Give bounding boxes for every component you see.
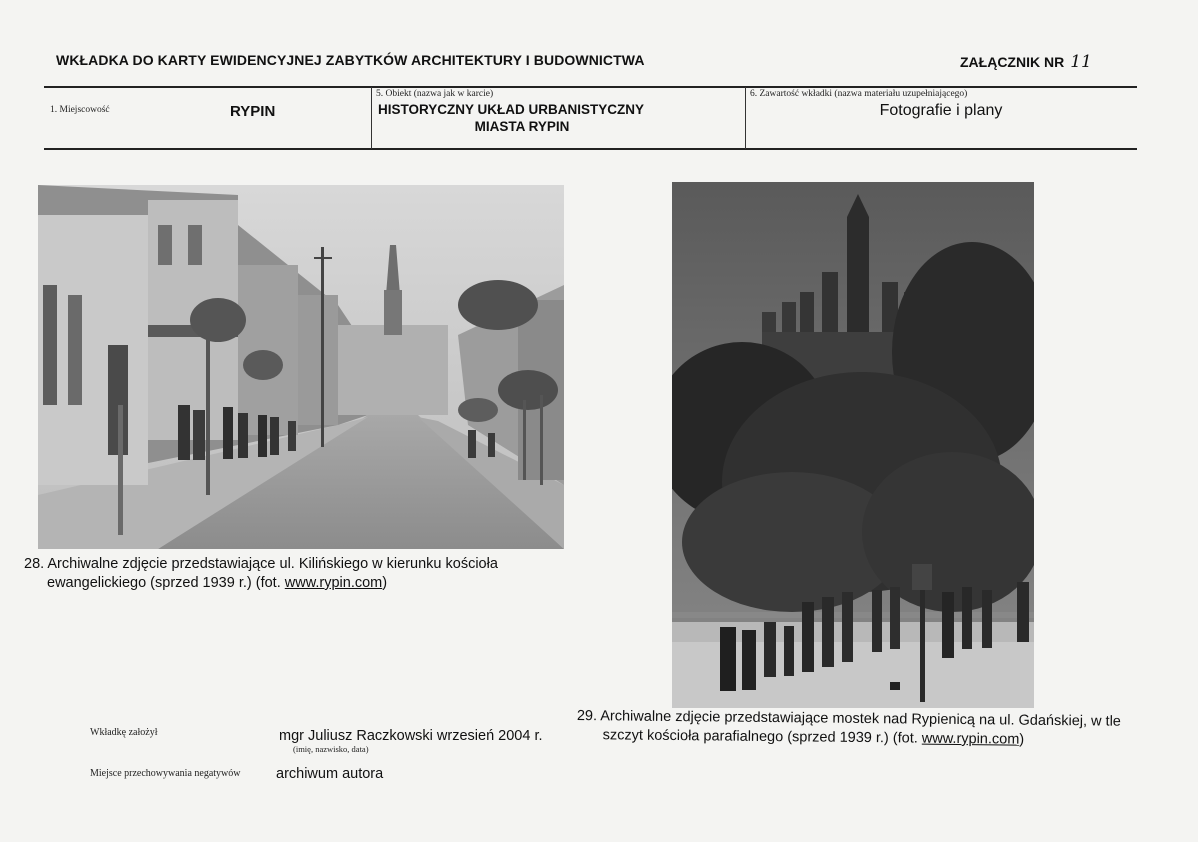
photo-28-street [38, 185, 564, 549]
made-by-label: Wkładkę założył [90, 727, 158, 738]
header-table-bottom-line [44, 148, 1137, 150]
photo-28-source-link[interactable]: www.rypin.com [284, 575, 383, 591]
field-1-value: RYPIN [230, 103, 276, 120]
photo-28-caption [24, 555, 498, 593]
attachment-number: 11 [1070, 52, 1092, 72]
photo-29-source-link[interactable]: www.rypin.com [921, 730, 1020, 748]
photo-28-image [38, 185, 564, 549]
photo-28-caption-line1: 28. Archiwalne zdjęcie przedstawiające ul. Kilińskiego w kierunku kościoła [24, 556, 498, 572]
field-5-value-line1: HISTORYCZNY UKŁAD URBANISTYCZNY [378, 102, 645, 117]
photo-29-caption-line1: 29. Archiwalne zdjęcie przedstawiające mostek nad Rypienicą na ul. Gdańskiej, w tle [576, 707, 1122, 730]
attachment-label-text: ZAŁĄCZNIK NR [960, 54, 1065, 70]
field-1-label: 1. Miejscowość [50, 105, 110, 115]
storage-label: Miejsce przechowywania negatywów [90, 768, 241, 779]
photo-29-bridge-church [672, 182, 1034, 708]
made-by-sublabel: (imię, nazwisko, data) [293, 744, 369, 754]
header-table-divider-1 [371, 87, 372, 149]
field-5-value-line2: MIASTA RYPIN [474, 119, 570, 134]
header-table-top-line [44, 86, 1137, 88]
made-by-value: mgr Juliusz Raczkowski wrzesień 2004 r. [279, 728, 543, 744]
storage-value: archiwum autora [276, 766, 384, 782]
attachment-label [960, 52, 1092, 72]
photo-29-caption-suffix: ) [1019, 731, 1025, 748]
field-6-value: Fotografie i plany [879, 102, 1003, 119]
field-6-label: 6. Zawartość wkładki (nazwa materiału uzupełniającego) [750, 89, 968, 99]
photo-29-caption-text: szczyt kościoła parafialnego (sprzed 1939 r.) (fot. [602, 727, 922, 747]
photo-28-caption-suffix: ) [382, 575, 388, 591]
photo-28-caption-line2 [24, 574, 498, 593]
document-title: WKŁADKA DO KARTY EWIDENCYJNEJ ZABYTKÓW ARCHITEKTURY I BUDOWNICTWA [56, 52, 645, 68]
photo-28-caption-text: ewangelickiego (sprzed 1939 r.) (fot. [47, 575, 285, 591]
photo-29-image [672, 182, 1034, 708]
field-5-label: 5. Obiekt (nazwa jak w karcie) [376, 89, 494, 99]
photo-29-caption [577, 707, 1121, 751]
